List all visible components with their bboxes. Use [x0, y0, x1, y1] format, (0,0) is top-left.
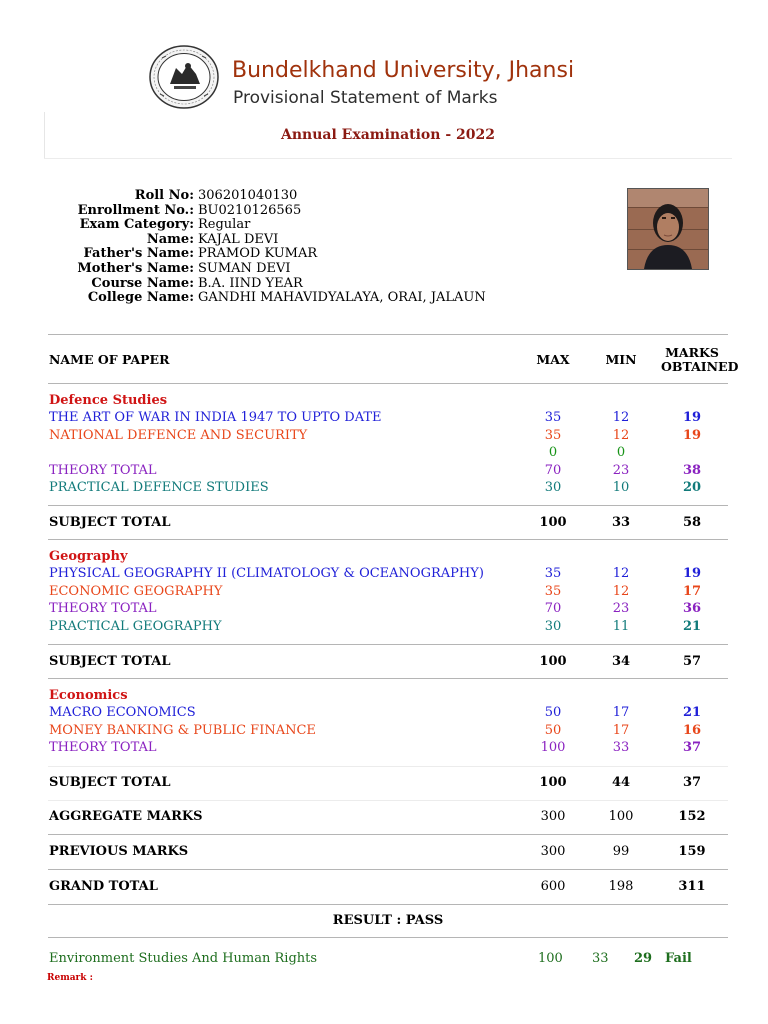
env-studies-status: Fail: [665, 951, 692, 966]
summary-label: GRAND TOTAL: [49, 879, 158, 894]
info-value: 306201040130: [198, 188, 298, 203]
paper-row-paper: THEORY TOTAL: [49, 740, 157, 756]
info-label: Father's Name:: [83, 246, 194, 262]
header-paper: NAME OF PAPER: [49, 352, 170, 367]
paper-row-paper: THEORY TOTAL: [49, 601, 157, 617]
info-label: Name:: [146, 231, 194, 247]
info-label: Course Name:: [91, 275, 194, 291]
paper-row-obtained: 19: [682, 427, 702, 443]
subject-name: Economics: [49, 688, 128, 703]
paper-row-max: 70: [544, 462, 562, 478]
paper-row-min: 0: [616, 445, 626, 461]
paper-row-obtained: 16: [682, 722, 702, 738]
paper-row-paper: MACRO ECONOMICS: [49, 705, 196, 721]
summary-min: 198: [608, 879, 634, 894]
university-name: Bundelkhand University, Jhansi: [232, 58, 575, 83]
subject-total-obtained: 37: [682, 775, 702, 790]
summary-min: 99: [612, 844, 630, 859]
remark-label: Remark :: [47, 973, 93, 983]
env-studies-paper: Environment Studies And Human Rights: [49, 951, 318, 966]
subject-total-min: 33: [611, 515, 631, 530]
summary-obtained: 159: [678, 844, 706, 859]
table-rule: [48, 383, 728, 384]
table-rule: [48, 904, 728, 905]
env-studies-min: 33: [592, 951, 609, 966]
result-status: RESULT : PASS: [332, 913, 444, 928]
paper-row-obtained: 38: [682, 462, 702, 478]
info-value: Regular: [198, 217, 251, 233]
paper-row-max: 50: [544, 722, 562, 738]
paper-row-max: 35: [544, 583, 562, 599]
info-label: Mother's Name:: [77, 261, 194, 276]
paper-row-min: 12: [612, 583, 630, 599]
info-value: PRAMOD KUMAR: [198, 246, 318, 262]
paper-row-min: 12: [612, 410, 630, 426]
summary-max: 600: [540, 879, 566, 894]
subject-total-max: 100: [539, 775, 567, 790]
subject-total-min: 44: [611, 775, 631, 790]
subject-name: Defence Studies: [49, 393, 168, 408]
paper-row-max: 70: [544, 601, 562, 617]
document-subtitle: Provisional Statement of Marks: [233, 88, 498, 108]
table-rule: [48, 766, 728, 767]
info-value: B.A. IIND YEAR: [198, 275, 303, 291]
summary-label: PREVIOUS MARKS: [49, 844, 189, 859]
paper-row-max: 35: [544, 566, 562, 582]
exam-title: Annual Examination - 2022: [281, 127, 495, 143]
info-value: SUMAN DEVI: [198, 261, 291, 276]
paper-row-obtained: 21: [682, 705, 702, 721]
summary-obtained: 152: [678, 809, 706, 824]
paper-row-min: 17: [612, 705, 630, 721]
paper-row-obtained: 19: [682, 566, 702, 582]
subject-total-obtained: 58: [682, 515, 702, 530]
summary-label: AGGREGATE MARKS: [49, 809, 203, 824]
summary-max: 300: [540, 844, 566, 859]
subject-total-obtained: 57: [682, 654, 702, 669]
subject-name: Geography: [49, 549, 128, 564]
table-rule: [48, 644, 728, 645]
paper-row-paper: MONEY BANKING & PUBLIC FINANCE: [49, 722, 316, 738]
paper-row-min: 23: [612, 601, 630, 617]
paper-row-min: 17: [612, 722, 630, 738]
info-value: KAJAL DEVI: [198, 231, 279, 247]
table-rule: [48, 334, 728, 335]
paper-row-obtained: 17: [682, 583, 702, 599]
subject-total-min: 34: [611, 654, 631, 669]
subject-total-paper: SUBJECT TOTAL: [49, 775, 171, 790]
summary-max: 300: [540, 809, 566, 824]
paper-row-obtained: 19: [682, 410, 702, 426]
paper-row-paper: PHYSICAL GEOGRAPHY II (CLIMATOLOGY & OCEANOGRAPHY): [49, 566, 484, 582]
info-label: College Name:: [87, 290, 194, 306]
paper-row-max: 30: [544, 618, 562, 634]
paper-row-paper: THEORY TOTAL: [49, 462, 157, 478]
table-rule: [48, 539, 728, 540]
paper-row-max: 35: [544, 410, 562, 426]
paper-row-max: 100: [540, 740, 566, 756]
paper-row-obtained: 37: [682, 740, 702, 756]
subject-total-max: 100: [539, 515, 567, 530]
table-rule: [48, 505, 728, 506]
header-divider: [44, 158, 732, 159]
subject-total-paper: SUBJECT TOTAL: [49, 654, 171, 669]
paper-row-max: 35: [544, 427, 562, 443]
header-obtained-2: OBTAINED: [661, 359, 739, 374]
paper-row-min: 23: [612, 462, 630, 478]
info-label: Exam Category:: [79, 217, 194, 233]
paper-row-obtained: 21: [682, 618, 702, 634]
info-label: Enrollment No.:: [77, 202, 194, 218]
paper-row-paper: PRACTICAL DEFENCE STUDIES: [49, 480, 269, 495]
subject-total-max: 100: [539, 654, 567, 669]
paper-row-min: 12: [612, 427, 630, 443]
info-value: GANDHI MAHAVIDYALAYA, ORAI, JALAUN: [198, 290, 486, 306]
paper-row-paper: THE ART OF WAR IN INDIA 1947 TO UPTO DATE: [49, 410, 382, 426]
paper-row-paper: NATIONAL DEFENCE AND SECURITY: [49, 427, 308, 443]
paper-row-obtained: 20: [682, 480, 702, 495]
table-rule: [48, 800, 728, 801]
paper-row-max: 50: [544, 705, 562, 721]
info-label: Roll No:: [134, 188, 194, 203]
table-rule: [48, 834, 728, 835]
university-seal-logo: [148, 44, 220, 110]
paper-row-min: 10: [612, 480, 630, 495]
paper-row-max: 30: [544, 480, 562, 495]
summary-min: 100: [608, 809, 634, 824]
header-max: MAX: [536, 352, 570, 367]
env-studies-max: 100: [538, 951, 563, 966]
paper-row-min: 12: [612, 566, 630, 582]
table-rule: [48, 869, 728, 870]
header-obtained-1: MARKS: [665, 345, 719, 360]
table-rule: [48, 937, 728, 938]
paper-row-min: 11: [612, 618, 630, 634]
paper-row-paper: ECONOMIC GEOGRAPHY: [49, 583, 223, 599]
paper-row-paper: PRACTICAL GEOGRAPHY: [49, 618, 222, 634]
summary-obtained: 311: [678, 879, 706, 894]
paper-row-max: 0: [548, 445, 558, 461]
table-rule: [48, 678, 728, 679]
header-min: MIN: [605, 352, 637, 367]
subject-total-paper: SUBJECT TOTAL: [49, 515, 171, 530]
paper-row-obtained: 36: [682, 601, 702, 617]
env-studies-obtained: 29: [634, 951, 653, 966]
info-value: BU0210126565: [198, 202, 302, 218]
student-photo: [627, 188, 709, 270]
paper-row-min: 33: [612, 740, 630, 756]
